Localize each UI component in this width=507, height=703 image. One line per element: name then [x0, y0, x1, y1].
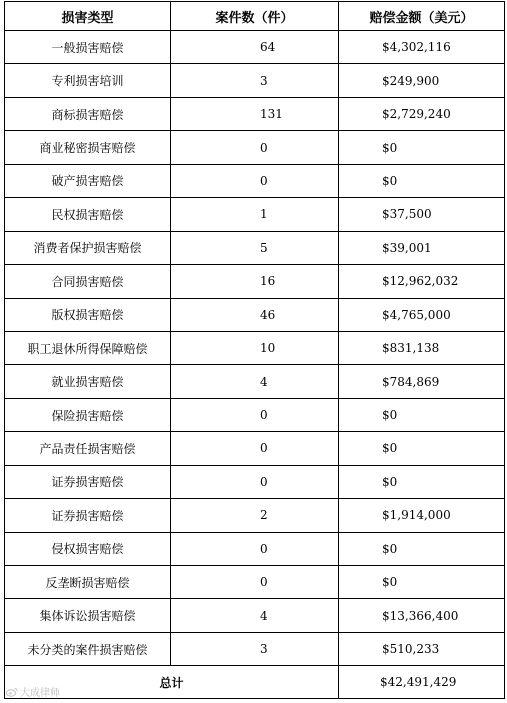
compensation-amount-cell: $4,765,000 — [339, 298, 505, 331]
table-row — [5, 432, 505, 465]
table-row — [5, 331, 505, 364]
case-count-cell: 0 — [171, 164, 339, 197]
case-count-cell: 10 — [171, 331, 339, 364]
compensation-amount-cell: $0 — [339, 131, 505, 164]
damage-type-cell: 破产损害赔偿 — [5, 164, 171, 197]
compensation-amount-cell: $249,900 — [339, 64, 505, 97]
compensation-amount-cell: $0 — [339, 432, 505, 465]
total-row — [5, 666, 505, 699]
weibo-logo-icon — [6, 687, 18, 697]
case-count-cell: 4 — [171, 599, 339, 632]
damage-type-cell: 消费者保护损害赔偿 — [5, 231, 171, 264]
table-row — [5, 265, 505, 298]
compensation-amount-cell: $12,962,032 — [339, 265, 505, 298]
compensation-amount-cell: $0 — [339, 398, 505, 431]
damage-type-cell: 证券损害赔偿 — [5, 499, 171, 532]
watermark — [6, 684, 60, 699]
table-row — [5, 31, 505, 64]
header-case-count: 案件数（件） — [171, 2, 339, 31]
compensation-amount-cell: $831,138 — [339, 331, 505, 364]
compensation-amount-cell: $0 — [339, 465, 505, 498]
damage-type-cell: 侵权损害赔偿 — [5, 532, 171, 565]
case-count-cell: 0 — [171, 532, 339, 565]
case-count-cell: 0 — [171, 131, 339, 164]
damage-type-cell: 集体诉讼损害赔偿 — [5, 599, 171, 632]
compensation-amount-cell: $2,729,240 — [339, 97, 505, 130]
header-compensation-amount: 赔偿金额（美元） — [339, 2, 505, 31]
total-amount: $42,491,429 — [339, 666, 505, 699]
case-count-cell: 3 — [171, 64, 339, 97]
damage-type-cell: 民权损害赔偿 — [5, 198, 171, 231]
damage-type-cell: 版权损害赔偿 — [5, 298, 171, 331]
case-count-cell: 131 — [171, 97, 339, 130]
damage-type-cell: 产品责任损害赔偿 — [5, 432, 171, 465]
table-row — [5, 64, 505, 97]
case-count-cell: 1 — [171, 198, 339, 231]
table-row — [5, 231, 505, 264]
damage-type-cell: 职工退休所得保障赔偿 — [5, 331, 171, 364]
case-count-cell: 0 — [171, 566, 339, 599]
damage-type-cell: 合同损害赔偿 — [5, 265, 171, 298]
compensation-amount-cell: $4,302,116 — [339, 31, 505, 64]
case-count-cell: 0 — [171, 465, 339, 498]
damages-table — [4, 1, 505, 699]
case-count-cell: 2 — [171, 499, 339, 532]
watermark-text: 大成律师 — [20, 688, 60, 699]
table-row — [5, 566, 505, 599]
table-row — [5, 465, 505, 498]
damage-type-cell: 就业损害赔偿 — [5, 365, 171, 398]
damage-type-cell: 商标损害赔偿 — [5, 97, 171, 130]
table-header-row — [5, 2, 505, 31]
compensation-amount-cell: $37,500 — [339, 198, 505, 231]
compensation-amount-cell: $0 — [339, 532, 505, 565]
table-row — [5, 398, 505, 431]
table-row — [5, 532, 505, 565]
total-label: 总计 — [5, 666, 339, 699]
case-count-cell: 46 — [171, 298, 339, 331]
compensation-amount-cell: $510,233 — [339, 632, 505, 665]
damage-type-cell: 一般损害赔偿 — [5, 31, 171, 64]
compensation-amount-cell: $0 — [339, 566, 505, 599]
case-count-cell: 64 — [171, 31, 339, 64]
compensation-amount-cell: $1,914,000 — [339, 499, 505, 532]
case-count-cell: 5 — [171, 231, 339, 264]
compensation-amount-cell: $13,366,400 — [339, 599, 505, 632]
table-row — [5, 198, 505, 231]
case-count-cell: 4 — [171, 365, 339, 398]
compensation-amount-cell: $784,869 — [339, 365, 505, 398]
compensation-amount-cell: $0 — [339, 164, 505, 197]
table-row — [5, 599, 505, 632]
case-count-cell: 3 — [171, 632, 339, 665]
table-row — [5, 164, 505, 197]
compensation-amount-cell: $39,001 — [339, 231, 505, 264]
table-row — [5, 365, 505, 398]
table-row — [5, 298, 505, 331]
case-count-cell: 0 — [171, 432, 339, 465]
case-count-cell: 0 — [171, 398, 339, 431]
case-count-cell: 16 — [171, 265, 339, 298]
table-row — [5, 499, 505, 532]
damage-type-cell: 未分类的案件损害赔偿 — [5, 632, 171, 665]
damage-type-cell: 商业秘密损害赔偿 — [5, 131, 171, 164]
damage-type-cell: 反垄断损害赔偿 — [5, 566, 171, 599]
damage-type-cell: 保险损害赔偿 — [5, 398, 171, 431]
damage-type-cell: 专利损害培训 — [5, 64, 171, 97]
damage-type-cell: 证券损害赔偿 — [5, 465, 171, 498]
table-body — [5, 31, 505, 666]
header-damage-type: 损害类型 — [5, 2, 171, 31]
table-row — [5, 131, 505, 164]
table-row — [5, 632, 505, 665]
table-row — [5, 97, 505, 130]
